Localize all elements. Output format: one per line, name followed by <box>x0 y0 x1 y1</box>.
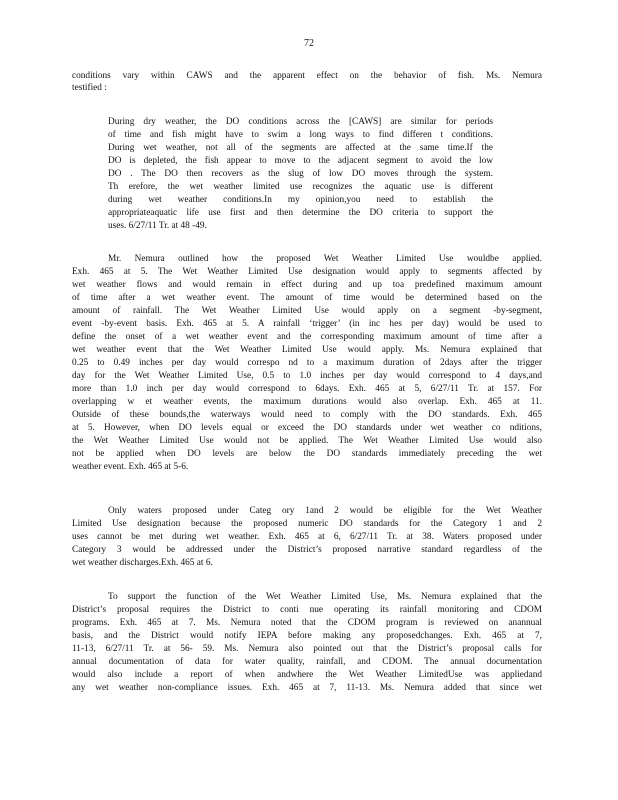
text-line: weather event. Exh. 465 at 5-6. <box>72 462 189 472</box>
text-line: 11-13, 6/27/11 Tr. at 56- 59. Ms. Nemura also pointed out that the District’s proposal calls for <box>72 644 542 654</box>
text-line: conditions vary within CAWS and the apparent effect on the behavior of fish. Ms. Nemura <box>72 71 542 81</box>
text-line: event -by-event basis. Exh. 465 at 5. A rainfall ‘trigger’ (in inc hes per day) would be used to <box>72 319 542 329</box>
text-line: of time after a wet weather event. The amount of time would be determined based on the <box>72 293 542 303</box>
text-line: amount of rainfall. The Wet Weather Limited Use would apply on a segment -by-segment, <box>72 306 542 316</box>
text-line: To support the function of the Wet Weather Limited Use, Ms. Nemura explained that the <box>108 592 542 602</box>
text-line: Mr. Nemura outlined how the proposed Wet Weather Limited Use wouldbe applied. <box>108 254 542 264</box>
quote-line: uses. 6/27/11 Tr. at 48 -49. <box>108 221 207 231</box>
quote-line: DO . The DO then recovers as the slug of low DO moves through the system. <box>108 169 493 179</box>
page-number: 72 <box>304 38 314 49</box>
quote-line: During wet weather, not all of the segments are affected at the same time.If the <box>108 143 493 153</box>
text-line: wet weather event that the Wet Weather Limited Use would apply. Ms. Nemura explained that <box>72 345 542 355</box>
text-line: the Wet Weather Limited Use would not be applied. The Wet Weather Limited Use would also <box>72 436 542 446</box>
quote-line: Th erefore, the wet weather limited use recognizes the aquatic use is different <box>108 182 493 192</box>
quote-line: appropriateaquatic life use first and then determine the DO criteria to support the <box>108 208 493 218</box>
text-line: would also include a report of when andwhere the Wet Weather LimitedUse was appliedand <box>72 670 542 680</box>
text-line: programs. Exh. 465 at 7. Ms. Nemura noted that the CDOM program is reviewed on anannual <box>72 618 542 628</box>
text-line: annual documentation of data for water quality, rainfall, and CDOM. The annual documentation <box>72 657 542 667</box>
text-line: 0.25 to 0.49 inches per day would correspo nd to a maximum duration of 2days after the trigger <box>72 358 542 368</box>
text-line: overlapping w et weather events, the maximum durations would also overlap. Exh. 465 at 11. <box>72 397 542 407</box>
text-line: day for the Wet Weather Limited Use, 0.5 to 1.0 inches per day would correspond to 4 days,and <box>72 371 542 381</box>
text-line: testified : <box>72 83 107 93</box>
text-line: Limited Use designation because the proposed numeric DO standards for the Category 1 and 2 <box>72 519 542 529</box>
text-line: at 5. However, when DO levels equal or exceed the DO standards under wet weather co nditions, <box>72 423 542 433</box>
text-line: not be applied when DO levels are below the DO standards immediately preceding the wet <box>72 449 542 459</box>
text-line: any wet weather non-compliance issues. Exh. 465 at 7, 11-13. Ms. Nemura added that since wet <box>72 683 542 693</box>
text-line: District’s proposal requires the District to conti nue operating its rainfall monitoring and CDOM <box>72 605 542 615</box>
text-line: define the onset of a wet weather event and the corresponding maximum amount of time after a <box>72 332 542 342</box>
text-line: more than 1.0 inch per day would correspond to 6days. Exh. 465 at 5, 6/27/11 Tr. at 157. For <box>72 384 542 394</box>
quote-line: DO is depleted, the fish appear to move to the adjacent segment to avoid the low <box>108 156 493 166</box>
text-line: Outside of these bounds,the waterways would need to comply with the DO standards. Exh. 465 <box>72 410 542 420</box>
text-line: Category 3 would be addressed under the District’s proposed narrative standard regardless of the <box>72 545 542 555</box>
quote-line: During dry weather, the DO conditions across the [CAWS] are similar for periods <box>108 117 493 127</box>
text-line: uses cannot be met during wet weather. Exh. 465 at 6, 6/27/11 Tr. at 38. Waters proposed under <box>72 532 542 542</box>
text-line: Only waters proposed under Categ ory 1and 2 would be eligible for the Wet Weather <box>108 506 542 516</box>
text-line: basis, and the District would notify IEPA before making any proposedchanges. Exh. 465 at 7, <box>72 631 542 641</box>
text-line: Exh. 465 at 5. The Wet Weather Limited Use designation would apply to segments affected by <box>72 267 542 277</box>
text-line: wet weather discharges.Exh. 465 at 6. <box>72 558 213 568</box>
text-line: wet weather flows and would remain in effect during and up toa predefined maximum amount <box>72 280 542 290</box>
quote-line: during wet weather conditions.In my opinion,you need to establish the <box>108 195 493 205</box>
quote-line: of time and fish might have to swim a long ways to find differen t conditions. <box>108 130 493 140</box>
